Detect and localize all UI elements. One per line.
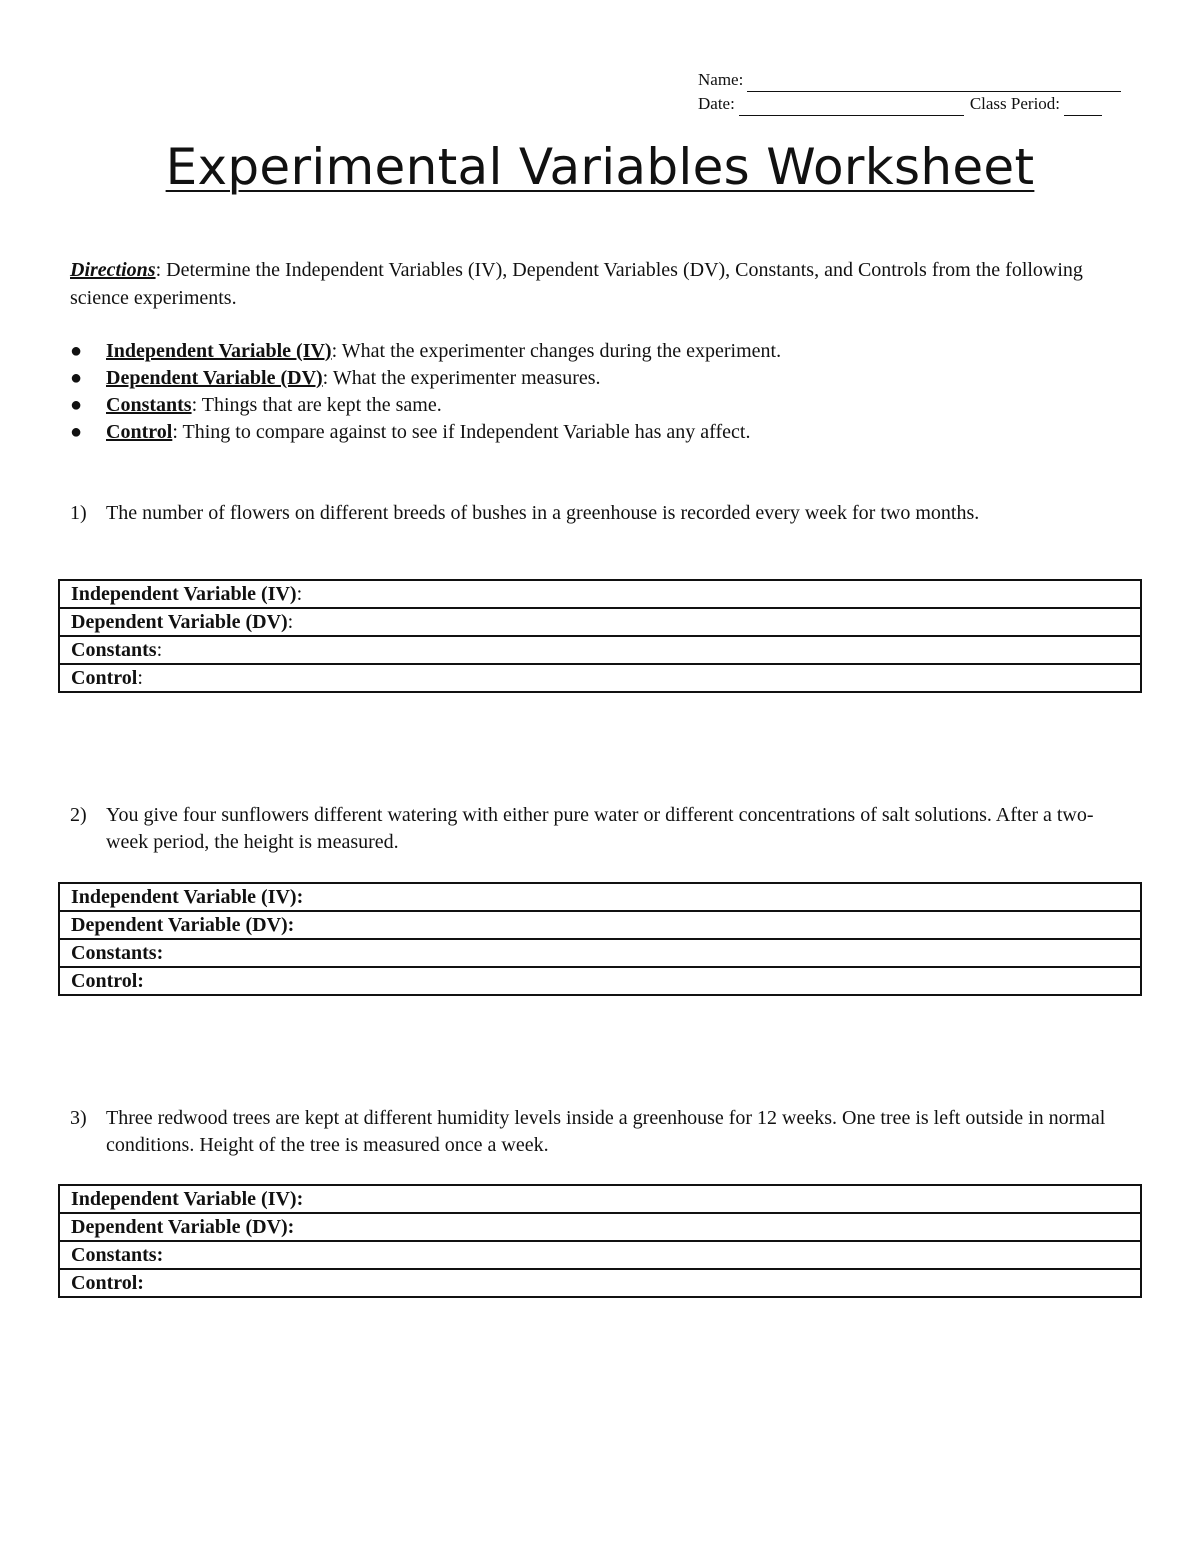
definition-text: : What the experimenter measures. — [322, 367, 601, 389]
definition-item — [70, 392, 1130, 419]
table-row — [59, 636, 1141, 664]
answer-cell-iv[interactable]: Independent Variable (IV): — [59, 580, 1141, 608]
answer-cell-iv[interactable]: Independent Variable (IV): — [59, 883, 1141, 911]
table-row — [59, 580, 1141, 608]
question-text: You give four sunflowers different watering with either pure water or different concentrations of salt solutions. After a two-week period, the height is measured. — [106, 804, 1094, 853]
question-number: 2) — [70, 804, 87, 826]
answer-cell-control[interactable]: Control: — [59, 664, 1141, 692]
answer-cell-constants[interactable]: Constants: — [59, 939, 1141, 967]
definition-item — [70, 338, 1130, 365]
table-row — [59, 1185, 1141, 1213]
bullet-icon: ● — [70, 340, 83, 362]
definition-term: Dependent Variable (DV) — [106, 367, 323, 389]
question-3 — [70, 1105, 1130, 1159]
answer-cell-iv[interactable]: Independent Variable (IV): — [59, 1185, 1141, 1213]
definition-text: : Thing to compare against to see if Independent Variable has any affect. — [172, 421, 751, 443]
name-field[interactable] — [747, 73, 1121, 92]
table-row — [59, 1241, 1141, 1269]
answer-cell-control[interactable]: Control: — [59, 967, 1141, 995]
answer-cell-control[interactable]: Control: — [59, 1269, 1141, 1297]
table-row — [59, 883, 1141, 911]
question-text: Three redwood trees are kept at different humidity levels inside a greenhouse for 12 weeks. One tree is left outside in normal conditions. Height of the tree is measured once a week. — [106, 1107, 1106, 1156]
answer-cell-constants[interactable]: Constants: — [59, 1241, 1141, 1269]
directions-paragraph — [70, 256, 1110, 312]
directions-text: : Determine the Independent Variables (IV), Dependent Variables (DV), Constants, and Controls from the following science experiments. — [70, 259, 1083, 309]
definition-item — [70, 419, 1130, 446]
answer-cell-constants[interactable]: Constants: — [59, 636, 1141, 664]
question-2 — [70, 802, 1130, 856]
answer-cell-dv[interactable]: Dependent Variable (DV): — [59, 608, 1141, 636]
date-field[interactable] — [739, 97, 964, 116]
table-row — [59, 608, 1141, 636]
date-label: Date: — [698, 94, 735, 113]
question-1 — [70, 500, 1130, 527]
bullet-icon: ● — [70, 367, 83, 389]
table-row — [59, 664, 1141, 692]
question-number: 1) — [70, 502, 87, 524]
question-number: 3) — [70, 1107, 87, 1129]
table-row — [59, 939, 1141, 967]
student-info-header — [698, 68, 1130, 116]
definition-text: : What the experimenter changes during the experiment. — [331, 340, 782, 362]
answer-table-3 — [58, 1184, 1142, 1298]
answer-table-1 — [58, 579, 1142, 693]
table-row — [59, 911, 1141, 939]
definition-text: : Things that are kept the same. — [191, 394, 442, 416]
definition-term: Control — [106, 421, 173, 443]
directions-label: Directions — [70, 259, 156, 281]
table-row — [59, 967, 1141, 995]
name-label: Name: — [698, 70, 744, 89]
answer-cell-dv[interactable]: Dependent Variable (DV): — [59, 911, 1141, 939]
name-line — [698, 68, 1130, 92]
date-period-line — [698, 92, 1130, 116]
class-period-field[interactable] — [1064, 97, 1102, 116]
definition-term: Constants — [106, 394, 192, 416]
definition-item — [70, 365, 1130, 392]
answer-cell-dv[interactable]: Dependent Variable (DV): — [59, 1213, 1141, 1241]
class-period-label: Class Period: — [969, 94, 1061, 113]
question-text: The number of flowers on different breeds of bushes in a greenhouse is recorded every week for two months. — [106, 502, 980, 524]
definition-term: Independent Variable (IV) — [106, 340, 332, 362]
table-row — [59, 1213, 1141, 1241]
definitions-list — [70, 338, 1130, 446]
page-title: Experimental Variables Worksheet — [165, 138, 1035, 196]
bullet-icon: ● — [70, 421, 83, 443]
answer-table-2 — [58, 882, 1142, 996]
bullet-icon: ● — [70, 394, 83, 416]
table-row — [59, 1269, 1141, 1297]
